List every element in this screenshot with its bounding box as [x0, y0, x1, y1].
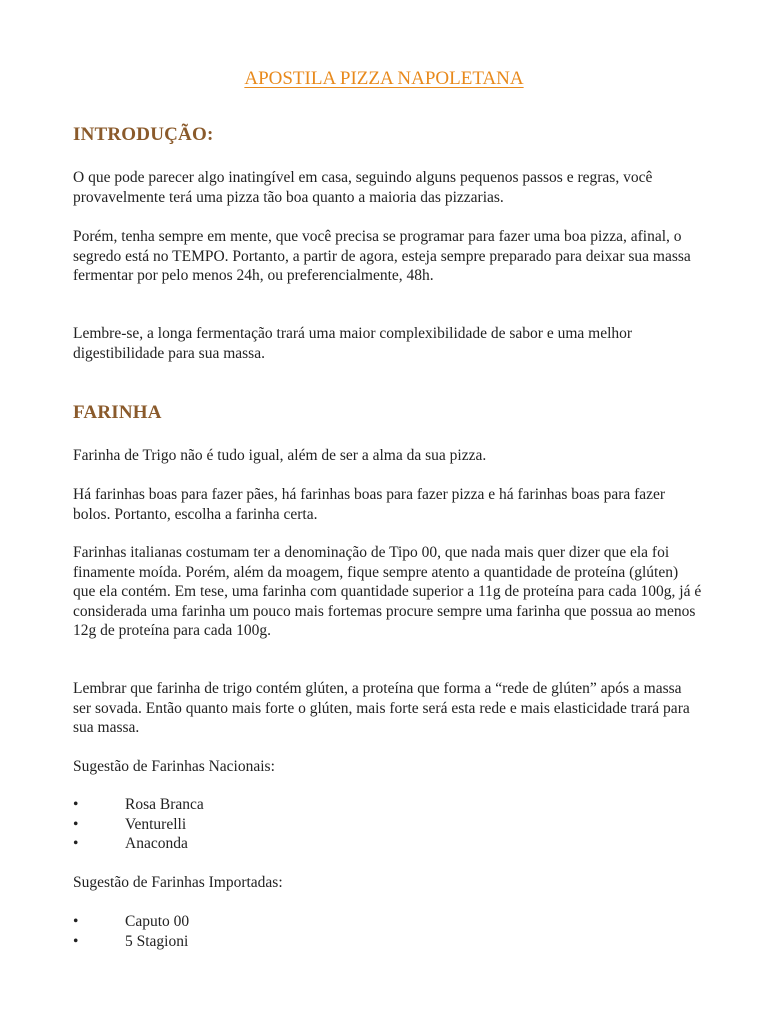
- list-item-label: Venturelli: [125, 816, 187, 833]
- bullet-icon: •: [73, 835, 79, 852]
- bullet-icon: •: [73, 933, 79, 950]
- document-title: APOSTILA PIZZA NAPOLETANA: [244, 68, 524, 89]
- bullet-icon: •: [73, 816, 79, 833]
- list-item-label: 5 Stagioni: [125, 933, 189, 950]
- farinha-paragraph-3: Farinhas italianas costumam ter a denominação de Tipo 00, que nada mais quer dizer que ela foi finamente moída. Porém, além da moagem, fique sempre atento a quantidade de proteína (glúten) que ela contém. Em tese, uma farinha com quantidade superior a 11g de proteína para cada 100g, já é considerada uma farinha um pouco mais fortemas procure sempre uma farinha que possua ao menos 12g de proteína para cada 100g.: [73, 544, 702, 639]
- farinha-paragraph-1: Farinha de Trigo não é tudo igual, além de ser a alma da sua pizza.: [73, 447, 487, 464]
- farinha-paragraph-4: Lembrar que farinha de trigo contém glúten, a proteína que forma a “rede de glúten” após a massa ser sovada. Então quanto mais forte o glúten, mais forte será esta rede e mais elasticidade trará para sua massa.: [73, 680, 690, 736]
- farinha-paragraph-2: Há farinhas boas para fazer pães, há farinhas boas para fazer pizza e há farinhas boas para fazer bolos. Portanto, escolha a farinha certa.: [73, 486, 666, 523]
- intro-heading: INTRODUÇÃO:: [73, 124, 214, 145]
- bullet-icon: •: [73, 796, 79, 813]
- intro-paragraph-2: Porém, tenha sempre em mente, que você precisa se programar para fazer uma boa pizza, afinal, o segredo está no TEMPO. Portanto, a partir de agora, esteja sempre preparado para deixar sua massa fermentar por pelo menos 24h, ou preferencialmente, 48h.: [73, 228, 691, 284]
- intro-paragraph-3: Lembre-se, a longa fermentação trará uma maior complexibilidade de sabor e uma melhor digestibilidade para sua massa.: [73, 325, 633, 362]
- nacionais-label: Sugestão de Farinhas Nacionais:: [73, 758, 275, 775]
- bullet-icon: •: [73, 913, 79, 930]
- list-item-label: Rosa Branca: [125, 796, 204, 813]
- list-item-label: Caputo 00: [125, 913, 190, 930]
- intro-paragraph-1: O que pode parecer algo inatingível em casa, seguindo alguns pequenos passos e regras, você provavelmente terá uma pizza tão boa quanto a maioria das pizzarias.: [73, 169, 653, 206]
- farinha-heading: FARINHA: [73, 402, 162, 423]
- importadas-label: Sugestão de Farinhas Importadas:: [73, 874, 283, 891]
- list-item-label: Anaconda: [125, 835, 188, 852]
